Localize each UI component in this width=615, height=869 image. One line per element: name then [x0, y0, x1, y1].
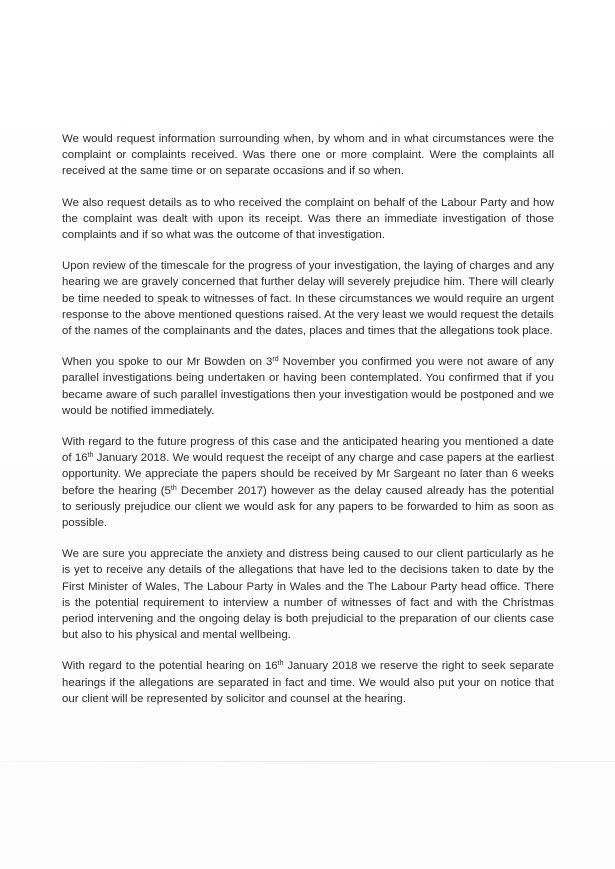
letter-body [62, 131, 554, 722]
paragraph-text: January 2018. We would request the receipt of any charge and case papers at the earliest opportunity. We appreciate the papers should be received by Mr Sargeant no later than 6 weeks before the hearing (5 [62, 452, 555, 497]
paragraph-text: With regard to the potential hearing on 16 [62, 660, 278, 673]
paragraph-client-wellbeing: We are sure you appreciate the anxiety and distress being caused to our client particularly as he is yet to receive any details of the allegations that have led to the decisions taken to date by the First Minister of Wales, The Labour Party in Wales and the The Labour Party head office. There is the potential requirement to interview a number of witnesses of fact and with the Christmas period intervening and the ongoing delay is both prejudicial to the preparation of our clients case but also to his physical and mental wellbeing. [62, 548, 554, 642]
paragraph-text: When you spoke to our Mr Bowden on 3 [62, 356, 273, 369]
ordinal-suffix: th [277, 660, 284, 668]
ordinal-suffix: rd [272, 356, 279, 364]
paragraph-complaint-circumstances: We would request information surrounding when, by whom and in what circumstances were the complaint or complaints received. Was there one or more complaint. Were the complaints all received at the same time or on separate occasions and if so when. [62, 133, 554, 178]
ordinal-suffix: th [170, 484, 177, 492]
paragraph-separate-hearings [62, 658, 554, 707]
paragraph-text: January 2018 we reserve the right to seek separate hearings if the allegations are separated in fact and time. We would also put your on notice that our client will be represented by solicitor and counsel at the hearing. [62, 660, 554, 705]
paragraph-timescale-concerns: Upon review of the timescale for the progress of your investigation, the laying of charges and any hearing we are gravely concerned that further delay will severely prejudice him. There will clearly be time needed to speak to witnesses of fact. In these circumstances we would require an urgent response to the above mentioned questions raised. At the very least we would request the details of the names of the complainants and the dates, places and times that the allegations took place. [62, 260, 554, 338]
paragraph-hearing-papers [62, 434, 554, 531]
paragraph-text: December 2017) however as the delay caused already has the potential to seriously prejudice our client we would ask for any papers to be forwarded to him as soon as possible. [62, 484, 554, 530]
paragraph-complaint-handling: We also request details as to who received the complaint on behalf of the Labour Party and how the complaint was dealt with upon its receipt. Was there an immediate investigation of those complaints and if so what was the outcome of that investigation. [62, 196, 554, 242]
paragraph-parallel-investigations [62, 354, 554, 419]
paragraph-text: With regard to the future progress of this case and the anticipated hearing you mentioned a date of 16 [62, 436, 554, 465]
ordinal-suffix: th [87, 452, 94, 460]
paragraph-text: November you confirmed you were not aware of any parallel investigations being undertaken or having been contemplated. You confirmed that if you became aware of such parallel investigations then your investigation would be postponed and we would be notified immediately. [62, 356, 554, 417]
scan-artifact-line [0, 761, 615, 762]
